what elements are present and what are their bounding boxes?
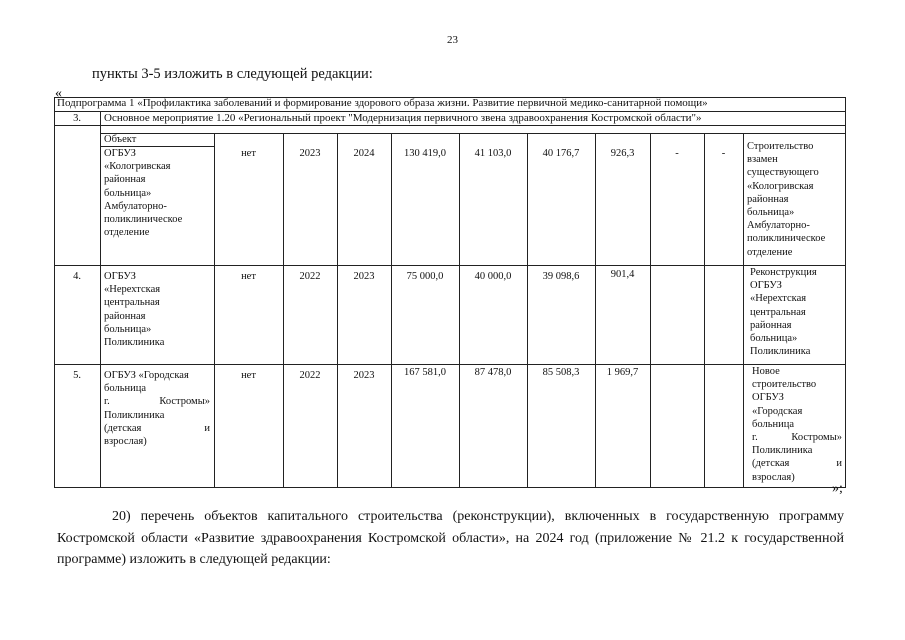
value-cell: 85 508,3 <box>542 367 580 378</box>
start-year-cell: 2023 <box>299 148 321 159</box>
object-column-header: Объект <box>104 134 137 145</box>
note-cell: Новое строительство ОГБУЗ «Городская больница г. Костромы» Поликлиника (детская и взрослая) <box>752 366 842 483</box>
table-line <box>54 265 846 266</box>
value-cell: 926,3 <box>610 148 635 159</box>
object-name: ОГБУЗ «Нерехтская центральная районная больница» Поликлиника <box>104 271 165 349</box>
value-cell: 901,4 <box>610 269 635 280</box>
table-line <box>650 133 651 487</box>
end-year-cell: 2024 <box>353 148 375 159</box>
value-cell: 41 103,0 <box>474 148 512 159</box>
note-cell: Строительство взамен существующего «Кологривская районная больница» Амбулаторно- поликлиническое отделение <box>747 141 826 258</box>
table-border-right <box>845 97 846 487</box>
table-line <box>459 133 460 487</box>
table-line <box>704 133 705 487</box>
table-line <box>391 133 392 487</box>
value-cell: 40 000,0 <box>474 271 512 282</box>
main-event-title: Основное мероприятие 1.20 «Региональный проект "Модернизация первичного звена здравоохранения Костромской области"» <box>104 112 702 124</box>
end-year-cell: 2023 <box>353 370 375 381</box>
table-border-bottom <box>54 487 846 488</box>
row-number: 3. <box>73 113 81 124</box>
note-cell: Реконструкция ОГБУЗ «Нерехтская центральная районная больница» Поликлиника <box>750 267 817 358</box>
value-cell: 75 000,0 <box>406 271 444 282</box>
table-line <box>527 133 528 487</box>
table-line <box>54 364 846 365</box>
value-cell: 39 098,6 <box>542 271 580 282</box>
value-cell: - <box>675 148 679 159</box>
subprogram-title: Подпрограмма 1 «Профилактика заболеваний и формирование здорового образа жизни. Развитие первичной медико-санитарной помощи» <box>57 97 708 109</box>
table-line <box>595 133 596 487</box>
opening-quote: « <box>55 86 62 101</box>
object-name: ОГБУЗ «Кологривская районная больница» Амбулаторно- поликлиническое отделение <box>104 148 183 239</box>
page-number: 23 <box>447 34 458 46</box>
value-cell: 130 419,0 <box>404 148 446 159</box>
table-line <box>100 133 846 134</box>
row-number: 4. <box>73 271 81 282</box>
value-cell: - <box>721 148 726 159</box>
flag-cell: нет <box>241 148 256 159</box>
row-number: 5. <box>73 370 81 381</box>
end-year-cell: 2023 <box>353 271 375 282</box>
body-paragraph: 20) перечень объектов капитального строительства (реконструкции), включенных в государственную программу Костромской области «Развитие здравоохранения Костромской области», на 2024 год (приложение № 21.2 к государственной программе) изложить в следующей редакции: <box>57 509 844 567</box>
table-line <box>100 111 101 487</box>
start-year-cell: 2022 <box>299 370 321 381</box>
table-line <box>283 133 284 487</box>
table-line <box>743 133 744 487</box>
table-line <box>54 125 846 126</box>
value-cell: 40 176,7 <box>542 148 580 159</box>
flag-cell: нет <box>241 271 256 282</box>
table-line <box>337 133 338 487</box>
value-cell: 167 581,0 <box>404 367 446 378</box>
value-cell: 87 478,0 <box>474 367 512 378</box>
start-year-cell: 2022 <box>299 271 321 282</box>
closing-quote: »; <box>832 481 843 496</box>
table-line <box>214 133 215 487</box>
object-name: ОГБУЗ «Городская больница г. Костромы» Поликлиника (детская и взрослая) <box>104 370 210 448</box>
table-border-left <box>54 97 55 487</box>
flag-cell: нет <box>241 370 256 381</box>
value-cell: 1 969,7 <box>606 367 639 378</box>
intro-text: пункты 3-5 изложить в следующей редакции: <box>92 66 373 82</box>
